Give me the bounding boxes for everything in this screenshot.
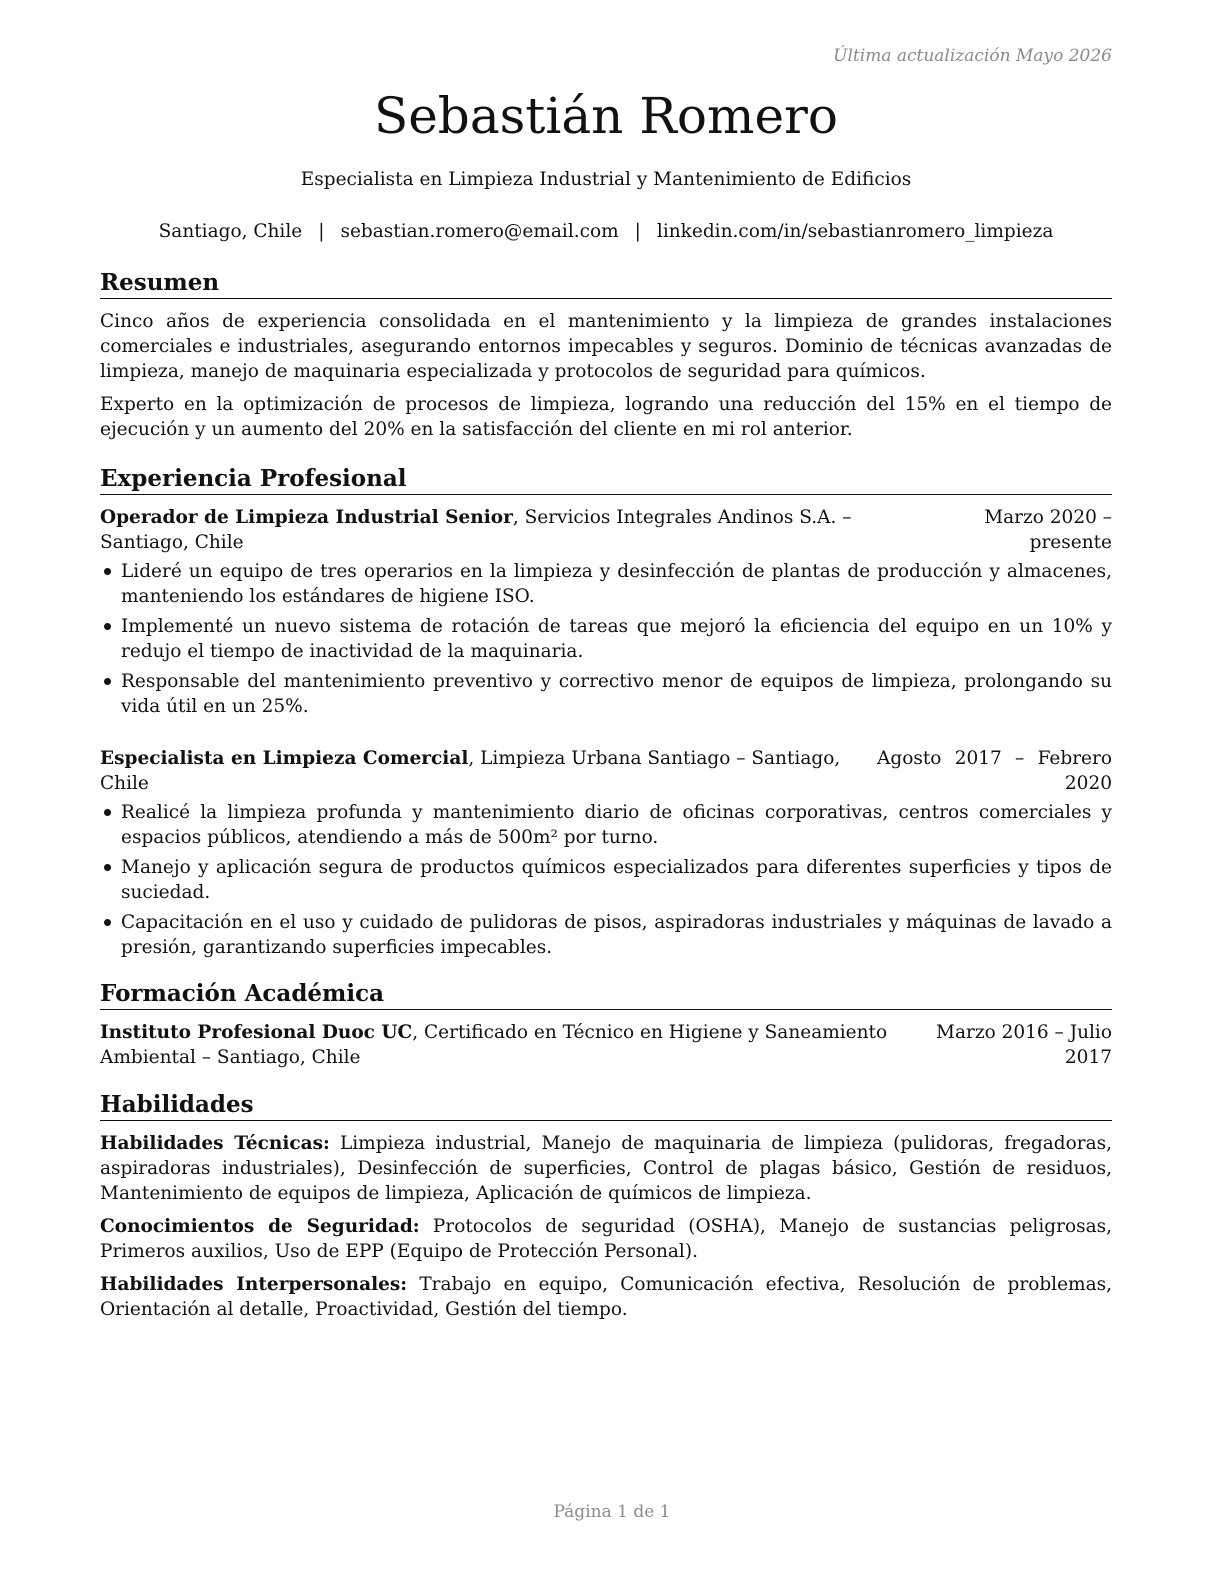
headline: Especialista en Limpieza Industrial y Mantenimiento de Edificios — [300, 169, 912, 190]
skill-text: Trabajo en equipo, Comunicación efectiva, Resolución de problemas, Orientación al detalle, Proactividad, Gestión del tiempo. — [100, 1274, 1112, 1320]
section-title-experience: Experiencia Profesional — [100, 464, 1112, 495]
list-item: Realicé la limpieza profunda y mantenimiento diario de oficinas corporativas, centros comerciales y espacios públicos, atendiendo a más de 500m² por turno. — [100, 800, 1112, 850]
list-item: Capacitación en el uso y cuidado de pulidoras de pisos, aspiradoras industriales y máquinas de lavado a presión, garantizando superficies impecables. — [100, 910, 1112, 960]
job-company: , Limpieza Urbana Santiago – Santiago, Chile — [100, 748, 841, 794]
skill-text: Protocolos de seguridad (OSHA), Manejo de sustancias peligrosas, Primeros auxilios, Uso de EPP (Equipo de Protección Personal). — [100, 1216, 1112, 1262]
contact-separator: | — [318, 221, 325, 242]
section-title-skills: Habilidades — [100, 1090, 1112, 1121]
job-title-line — [100, 505, 890, 555]
skill-label: Habilidades Técnicas: — [100, 1133, 330, 1154]
contact-email[interactable]: sebastian.romero@email.com — [340, 221, 619, 242]
section-title-summary: Resumen — [100, 268, 1112, 299]
list-item: Manejo y aplicación segura de productos químicos especializados para diferentes superficies y tipos de suciedad. — [100, 855, 1112, 905]
job-company: , Servicios Integrales Andinos S.A. – Santiago, Chile — [100, 507, 852, 553]
section-title-education: Formación Académica — [100, 979, 1112, 1010]
skill-group — [100, 1214, 1112, 1264]
skill-group — [100, 1272, 1112, 1322]
education-line — [100, 1020, 890, 1070]
resume-content — [100, 268, 1112, 1330]
candidate-name: Sebastián Romero — [373, 87, 839, 145]
list-item: Responsable del mantenimiento preventivo y correctivo menor de equipos de limpieza, prolongando su vida útil en un 25%. — [100, 669, 1112, 719]
summary-paragraph: Experto en la optimización de procesos de limpieza, logrando una reducción del 15% en el tiempo de ejecución y un aumento del 20% en la satisfacción del cliente en mi rol anterior. — [100, 394, 1112, 440]
skill-text: Limpieza industrial, Manejo de maquinaria de limpieza (pulidoras, fregadoras, aspiradoras industriales), Desinfección de superficies, Control de plagas básico, Gestión de residuos, Mantenimiento de equipos de limpieza, Aplicación de químicos de limpieza. — [100, 1133, 1112, 1204]
contact-separator: | — [634, 221, 641, 242]
last-updated: Última actualización Mayo 2026 — [833, 46, 1112, 66]
list-item: Lideré un equipo de tres operarios en la limpieza y desinfección de plantas de producción y almacenes, manteniendo los estándares de higiene ISO. — [100, 559, 1112, 609]
job-dates: Marzo 2020 – presente — [984, 507, 1112, 553]
job-header — [100, 746, 1112, 796]
skill-label: Conocimientos de Seguridad: — [100, 1216, 420, 1237]
job-bullets — [100, 559, 1112, 719]
job-role: Operador de Limpieza Industrial Senior — [100, 507, 513, 528]
summary-paragraph: Cinco años de experiencia consolidada en el mantenimiento y la limpieza de grandes instalaciones comerciales e industriales, asegurando entornos impecables y seguros. Dominio de técnicas avanzadas de limpieza, manejo de maquinaria especializada y protocolos de seguridad para químicos. — [100, 311, 1112, 382]
contact-line — [100, 219, 1112, 244]
contact-location: Santiago, Chile — [158, 221, 303, 242]
job-title-line — [100, 746, 860, 796]
skill-label: Habilidades Interpersonales: — [100, 1274, 408, 1295]
list-item: Implementé un nuevo sistema de rotación de tareas que mejoró la eficiencia del equipo en un 10% y redujo el tiempo de inactividad de la maquinaria. — [100, 614, 1112, 664]
contact-linkedin[interactable]: linkedin.com/in/sebastianromero_limpieza — [656, 221, 1054, 242]
job-dates: Agosto 2017 – Febrero 2020 — [877, 748, 1112, 794]
job-role: Especialista en Limpieza Comercial — [100, 748, 469, 769]
job-header — [100, 505, 1112, 555]
education-header — [100, 1020, 1112, 1070]
skill-group — [100, 1131, 1112, 1206]
page-number: Página 1 de 1 — [553, 1502, 671, 1522]
job-bullets — [100, 800, 1112, 960]
education-detail: , Certificado en Técnico en Higiene y Saneamiento Ambiental – Santiago, Chile — [100, 1022, 888, 1068]
education-dates: Marzo 2016 – Julio 2017 — [936, 1022, 1112, 1068]
education-institution: Instituto Profesional Duoc UC — [100, 1022, 413, 1043]
